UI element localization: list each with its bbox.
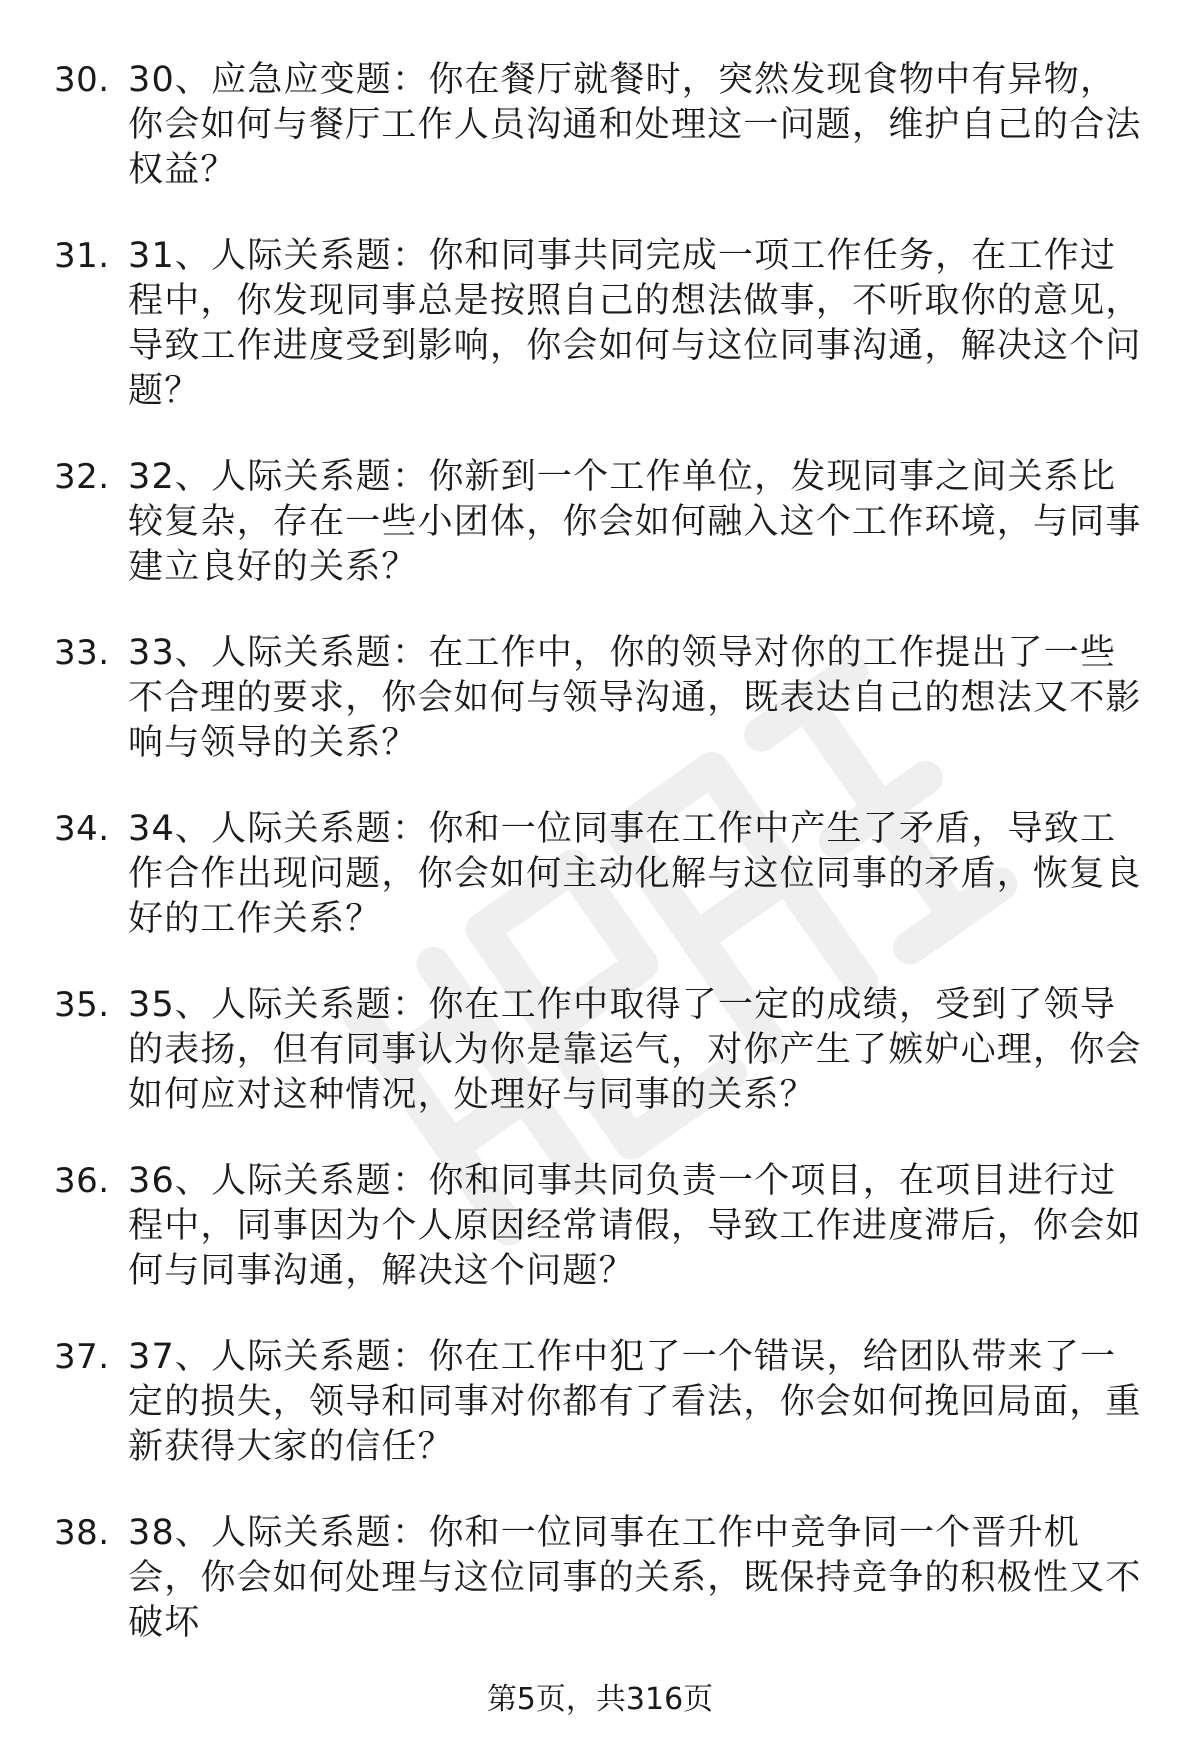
question-number: 36. bbox=[54, 1161, 110, 1201]
question-text: 38、人际关系题：你和一位同事在工作中竞争同一个晋升机会，你会如何处理与这位同事的关系，既保持竞争的积极性又不破坏 bbox=[128, 1513, 1142, 1643]
question-item bbox=[0, 58, 1200, 193]
question-text: 30、应急应变题：你在餐厅就餐时，突然发现食物中有异物，你会如何与餐厅工作人员沟通和处理这一问题，维护自己的合法权益？ bbox=[128, 60, 1142, 190]
question-text: 37、人际关系题：你在工作中犯了一个错误，给团队带来了一定的损失，领导和同事对你都有了看法，你会如何挽回局面，重新获得大家的信任？ bbox=[128, 1337, 1142, 1467]
question-text: 31、人际关系题：你和同事共同完成一项工作任务，在工作过程中，你发现同事总是按照自己的想法做事，不听取你的意见，导致工作进度受到影响，你会如何与这位同事沟通，解决这个问题？ bbox=[128, 236, 1142, 411]
question-item bbox=[0, 1511, 1200, 1646]
question-number: 35. bbox=[54, 985, 110, 1025]
question-text: 34、人际关系题：你和一位同事在工作中产生了矛盾，导致工作合作出现问题，你会如何主动化解与这位同事的矛盾，恢复良好的工作关系？ bbox=[128, 809, 1142, 939]
question-number: 33. bbox=[54, 633, 110, 673]
question-number: 34. bbox=[54, 809, 110, 849]
question-number: 38. bbox=[54, 1513, 110, 1553]
question-text: 33、人际关系题：在工作中，你的领导对你的工作提出了一些不合理的要求，你会如何与领导沟通，既表达自己的想法又不影响与领导的关系？ bbox=[128, 633, 1142, 763]
question-text: 32、人际关系题：你新到一个工作单位，发现同事之间关系比较复杂，存在一些小团体，你会如何融入这个工作环境，与同事建立良好的关系？ bbox=[128, 457, 1142, 587]
question-item bbox=[0, 455, 1200, 590]
question-text: 36、人际关系题：你和同事共同负责一个项目，在项目进行过程中，同事因为个人原因经常请假，导致工作进度滞后，你会如何与同事沟通，解决这个问题？ bbox=[128, 1161, 1142, 1291]
question-number: 31. bbox=[54, 236, 110, 276]
page-footer: 第5页，共316页 bbox=[486, 1682, 714, 1717]
question-item bbox=[0, 807, 1200, 942]
question-number: 32. bbox=[54, 457, 110, 497]
question-item bbox=[0, 983, 1200, 1118]
question-number: 30. bbox=[54, 60, 110, 100]
question-number: 37. bbox=[54, 1337, 110, 1377]
question-item bbox=[0, 631, 1200, 766]
question-item bbox=[0, 1335, 1200, 1470]
question-item bbox=[0, 234, 1200, 414]
question-item bbox=[0, 1159, 1200, 1294]
question-list bbox=[0, 58, 1200, 1687]
question-text: 35、人际关系题：你在工作中取得了一定的成绩，受到了领导的表扬，但有同事认为你是靠运气，对你产生了嫉妒心理，你会如何应对这种情况，处理好与同事的关系？ bbox=[128, 985, 1142, 1115]
